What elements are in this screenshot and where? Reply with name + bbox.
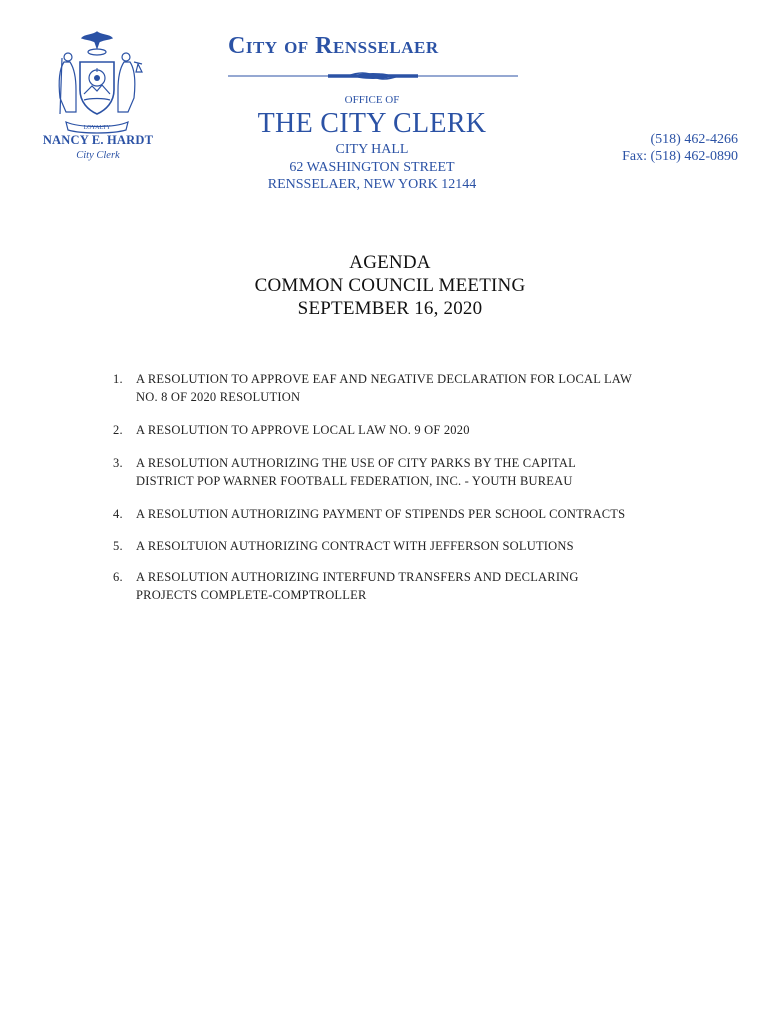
item-text-line: A RESOLTUION AUTHORIZING CONTRACT WITH JEFFERSON SOLUTIONS <box>136 539 574 553</box>
agenda-title: AGENDA <box>349 252 431 273</box>
item-text-line: A RESOLUTION AUTHORIZING PAYMENT OF STIPENDS PER SCHOOL CONTRACTS <box>136 507 626 521</box>
agenda-item <box>108 505 708 523</box>
item-text-line: DISTRICT POP WARNER FOOTBALL FEDERATION, INC. - YOUTH BUREAU <box>136 474 573 488</box>
item-text-line: A RESOLUTION TO APPROVE EAF AND NEGATIVE DECLARATION FOR LOCAL LAW <box>136 372 633 386</box>
address-line-1: CITY HALL <box>335 142 409 157</box>
address-line-3: RENSSELAER, NEW YORK 12144 <box>267 177 477 192</box>
item-text-line: A RESOLUTION AUTHORIZING THE USE OF CITY PARKS BY THE CAPITAL <box>136 456 576 470</box>
item-number: 1. <box>113 372 123 386</box>
agenda-item <box>108 568 708 604</box>
address-line-2: 62 WASHINGTON STREET <box>289 160 455 175</box>
agenda-item <box>108 421 708 439</box>
clerk-title: City Clerk <box>76 150 120 161</box>
item-text-line: A RESOLUTION AUTHORIZING INTERFUND TRANSFERS AND DECLARING <box>136 570 579 584</box>
meeting-name: COMMON COUNCIL MEETING <box>254 275 526 296</box>
item-number: 4. <box>113 507 123 521</box>
fax-number: Fax: (518) 462-0890 <box>622 149 738 164</box>
item-text-line: PROJECTS COMPLETE-COMPTROLLER <box>136 588 367 602</box>
item-number: 5. <box>113 539 123 553</box>
item-number: 3. <box>113 456 123 470</box>
phone-number: (518) 462-4266 <box>650 132 738 147</box>
city-title: City of Rensselaer <box>228 33 439 59</box>
item-number: 6. <box>113 570 123 584</box>
item-number: 2. <box>113 423 123 437</box>
office-name-heading: THE CITY CLERK <box>257 108 487 139</box>
item-text-line: NO. 8 OF 2020 RESOLUTION <box>136 390 301 404</box>
meeting-date: SEPTEMBER 16, 2020 <box>297 298 483 319</box>
agenda-item <box>108 370 708 406</box>
agenda-item <box>108 537 708 555</box>
office-of-label: OFFICE OF <box>344 94 400 106</box>
agenda-items-list <box>108 370 708 604</box>
new-york-state-seal <box>46 28 148 140</box>
item-text-line: A RESOLUTION TO APPROVE LOCAL LAW NO. 9 OF 2020 <box>136 423 470 437</box>
seal-banner-text: LOYALTY <box>83 125 111 131</box>
agenda-item <box>108 454 708 490</box>
decorative-divider <box>228 70 518 82</box>
clerk-name: NANCY E. HARDT <box>42 133 154 147</box>
